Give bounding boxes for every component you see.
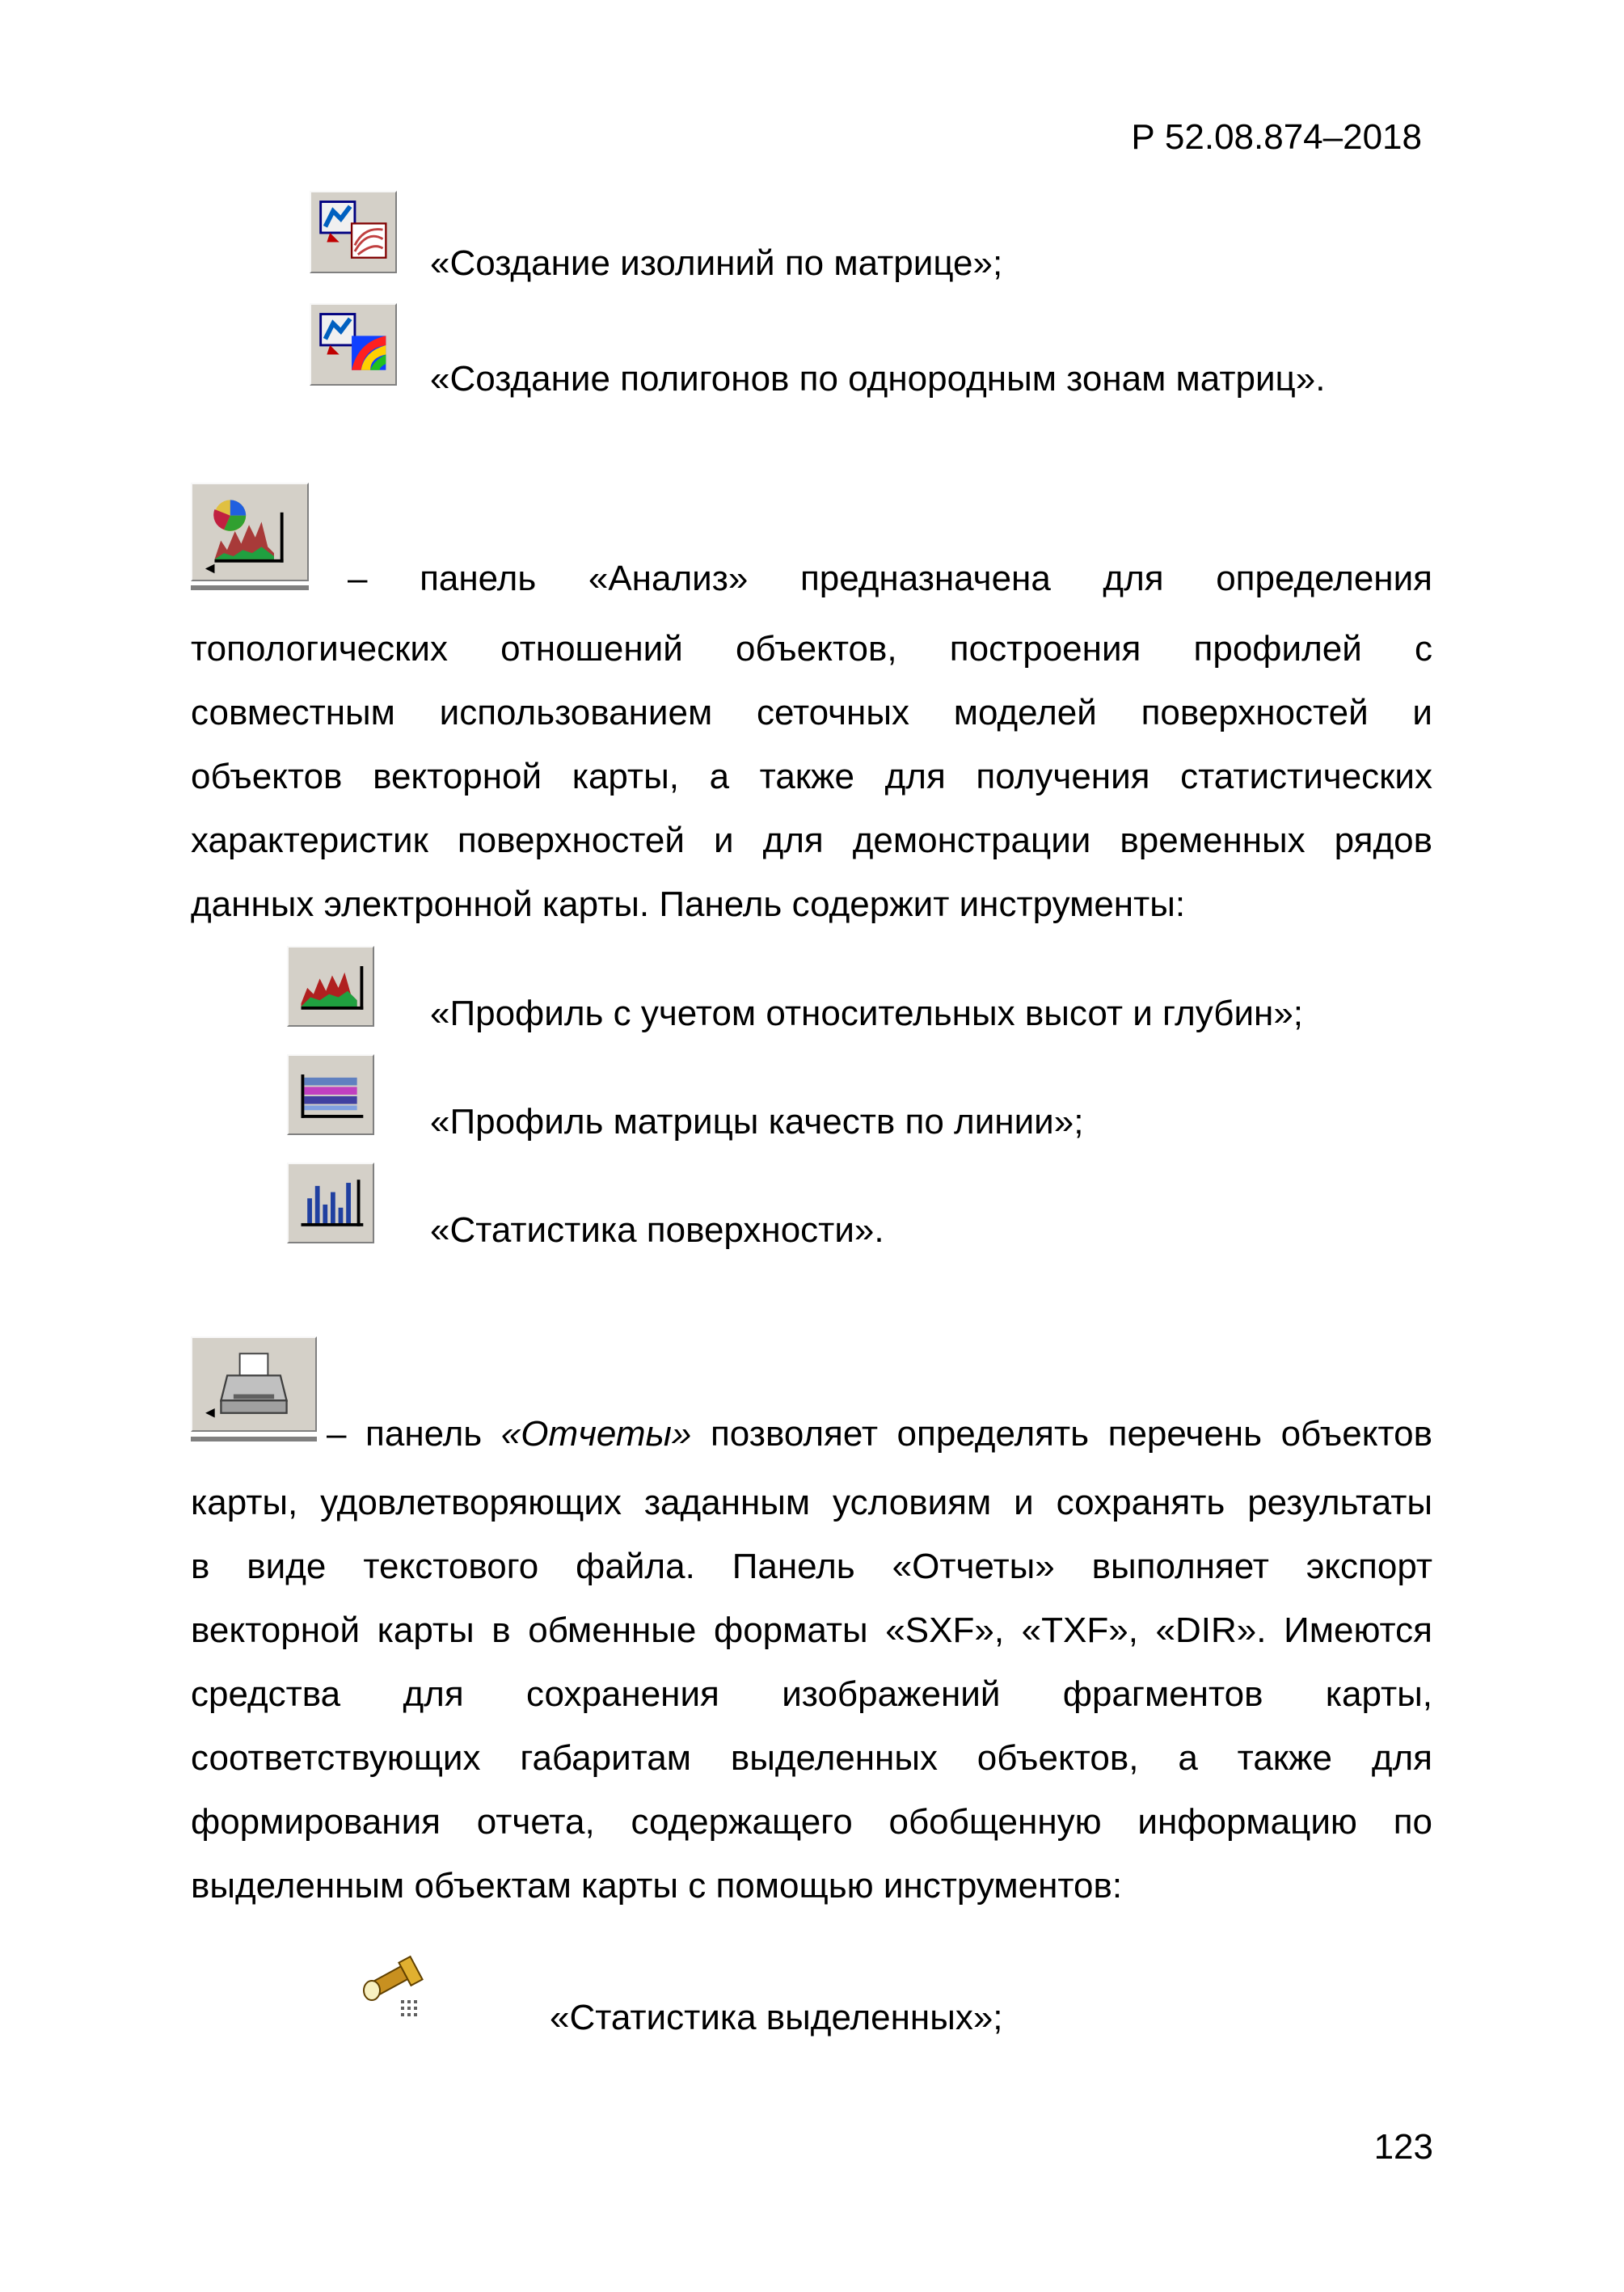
reports-line-3: в виде текстового файла. Панель «Отчеты» выполняет экспорт	[191, 1547, 1432, 1586]
matrix-isolines-icon[interactable]	[310, 191, 397, 273]
tool-label-isolines: «Создание изолиний по матрице»;	[430, 243, 1003, 283]
reports-line-4: векторной карты в обменные форматы «SXF», «TXF», «DIR». Имеются	[191, 1610, 1432, 1650]
reports-line-6: соответствующих габаритам выделенных объектов, а также для	[191, 1738, 1432, 1778]
document-code: Р 52.08.874–2018	[1131, 117, 1422, 157]
tool-label-quality-profile: «Профиль матрицы качеств по линии»;	[430, 1102, 1084, 1142]
analysis-line-1: – панель «Анализ» предназначена для определения	[348, 559, 1432, 598]
analysis-line-5: характеристик поверхностей и для демонстрации временных рядов	[191, 821, 1432, 860]
reports-line-2: карты, удовлетворяющих заданным условиям и сохранять результаты	[191, 1483, 1432, 1522]
panel-underline	[191, 585, 309, 590]
analysis-line-3: совместным использованием сеточных моделей поверхностей и	[191, 693, 1432, 732]
matrix-polygons-icon[interactable]	[310, 303, 397, 386]
tool-label-selected-statistics: «Статистика выделенных»;	[550, 1998, 1003, 2037]
quality-profile-icon[interactable]	[287, 1054, 374, 1135]
analysis-line-2: топологических отношений объектов, построения профилей с	[191, 629, 1432, 669]
reports-panel-icon[interactable]	[191, 1336, 317, 1432]
reports-line-7: формирования отчета, содержащего обобщенную информацию по	[191, 1802, 1432, 1842]
reports-line-5: средства для сохранения изображений фрагментов карты,	[191, 1674, 1432, 1714]
analysis-line-6: данных электронной карты. Панель содержит инструменты:	[191, 884, 1186, 924]
panel-underline	[191, 1437, 317, 1441]
reports-line-8: выделенным объектам карты с помощью инструментов:	[191, 1866, 1123, 1906]
analysis-panel-icon[interactable]	[191, 483, 309, 581]
flashlight-icon[interactable]	[356, 1948, 443, 2026]
tool-label-polygons: «Создание полигонов по однородным зонам матриц».	[430, 359, 1326, 399]
tool-label-surface-statistics: «Статистика поверхности».	[430, 1210, 884, 1250]
analysis-line-4: объектов векторной карты, а также для получения статистических	[191, 757, 1432, 796]
reports-line-1: – панель «Отчеты» позволяет определять перечень объектов	[327, 1414, 1433, 1454]
relative-profile-icon[interactable]	[287, 946, 374, 1027]
tool-label-relative-profile: «Профиль с учетом относительных высот и глубин»;	[430, 994, 1304, 1033]
page-number: 123	[1373, 2127, 1433, 2167]
surface-statistics-icon[interactable]	[287, 1163, 374, 1243]
